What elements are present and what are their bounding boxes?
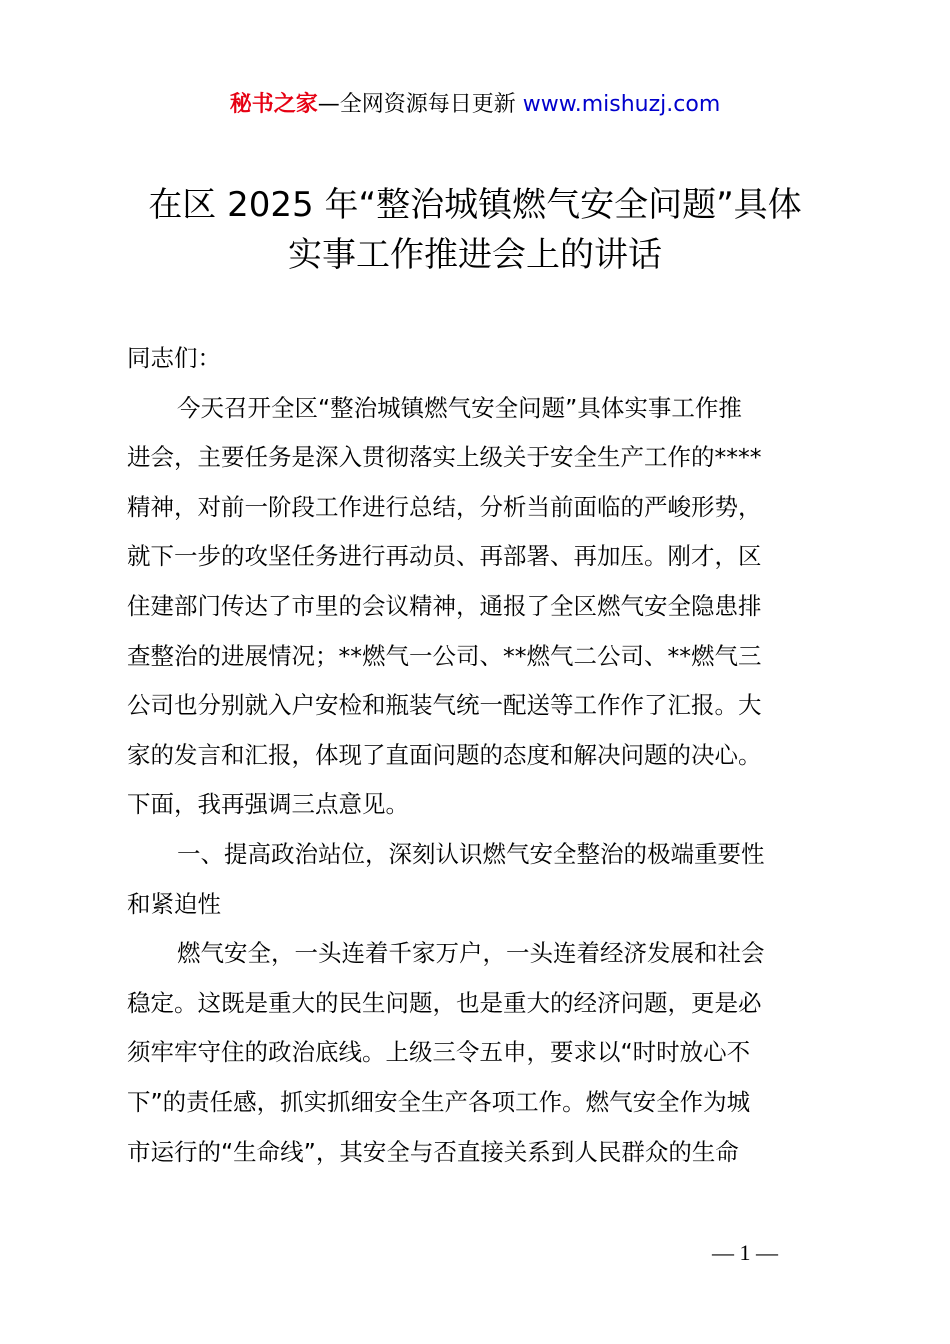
document-title [120, 180, 830, 280]
site-header [0, 88, 950, 122]
page-number: — 1 — [712, 1240, 778, 1265]
document-body [127, 334, 833, 1177]
body-line: 家的发言和汇报，体现了直面问题的态度和解决问题的决心。 [127, 740, 762, 769]
body-line: 市运行的“生命线”，其安全与否直接关系到人民群众的生命 [127, 1137, 739, 1166]
section-heading-line: 和紧迫性 [127, 889, 221, 918]
brand-name: 秘书之家 [229, 92, 318, 117]
body-line: 查整治的进展情况；**燃气一公司、**燃气二公司、**燃气三 [127, 641, 762, 670]
section-heading-line: 一、提高政治站位，深刻认识燃气安全整治的极端重要性 [177, 839, 765, 868]
body-line: 就下一步的攻坚任务进行再动员、再部署、再加压。刚才，区 [127, 542, 762, 571]
body-line: 须牢牢守住的政治底线。上级三令五申，要求以“时时放心不 [127, 1038, 751, 1067]
body-line: 今天召开全区“整治城镇燃气安全问题”具体实事工作推 [177, 393, 742, 422]
salutation: 同志们： [127, 344, 221, 372]
body-line: 住建部门传达了市里的会议精神，通报了全区燃气安全隐患排 [127, 591, 762, 620]
body-line: 精神，对前一阶段工作进行总结，分析当前面临的严峻形势， [127, 492, 762, 521]
body-line: 进会，主要任务是深入贯彻落实上级关于安全生产工作的**** [127, 443, 762, 472]
title-line-1: 在区 2025 年“整治城镇燃气安全问题”具体 [148, 185, 802, 225]
header-slogan: 全网资源每日更新 [339, 92, 516, 117]
body-line: 下面，我再强调三点意见。 [127, 790, 409, 819]
body-line: 稳定。这既是重大的民生问题，也是重大的经济问题，更是必 [127, 988, 762, 1017]
body-line: 公司也分别就入户安检和瓶装气统一配送等工作作了汇报。大 [127, 691, 762, 720]
header-separator: — [317, 92, 340, 117]
body-line: 下”的责任感，抓实抓细安全生产各项工作。燃气安全作为城 [127, 1087, 751, 1116]
body-line: 燃气安全，一头连着千家万户，一头连着经济发展和社会 [177, 939, 765, 968]
title-line-2: 实事工作推进会上的讲话 [288, 235, 662, 275]
site-url-link[interactable]: www.mishuzj.com [522, 92, 721, 117]
